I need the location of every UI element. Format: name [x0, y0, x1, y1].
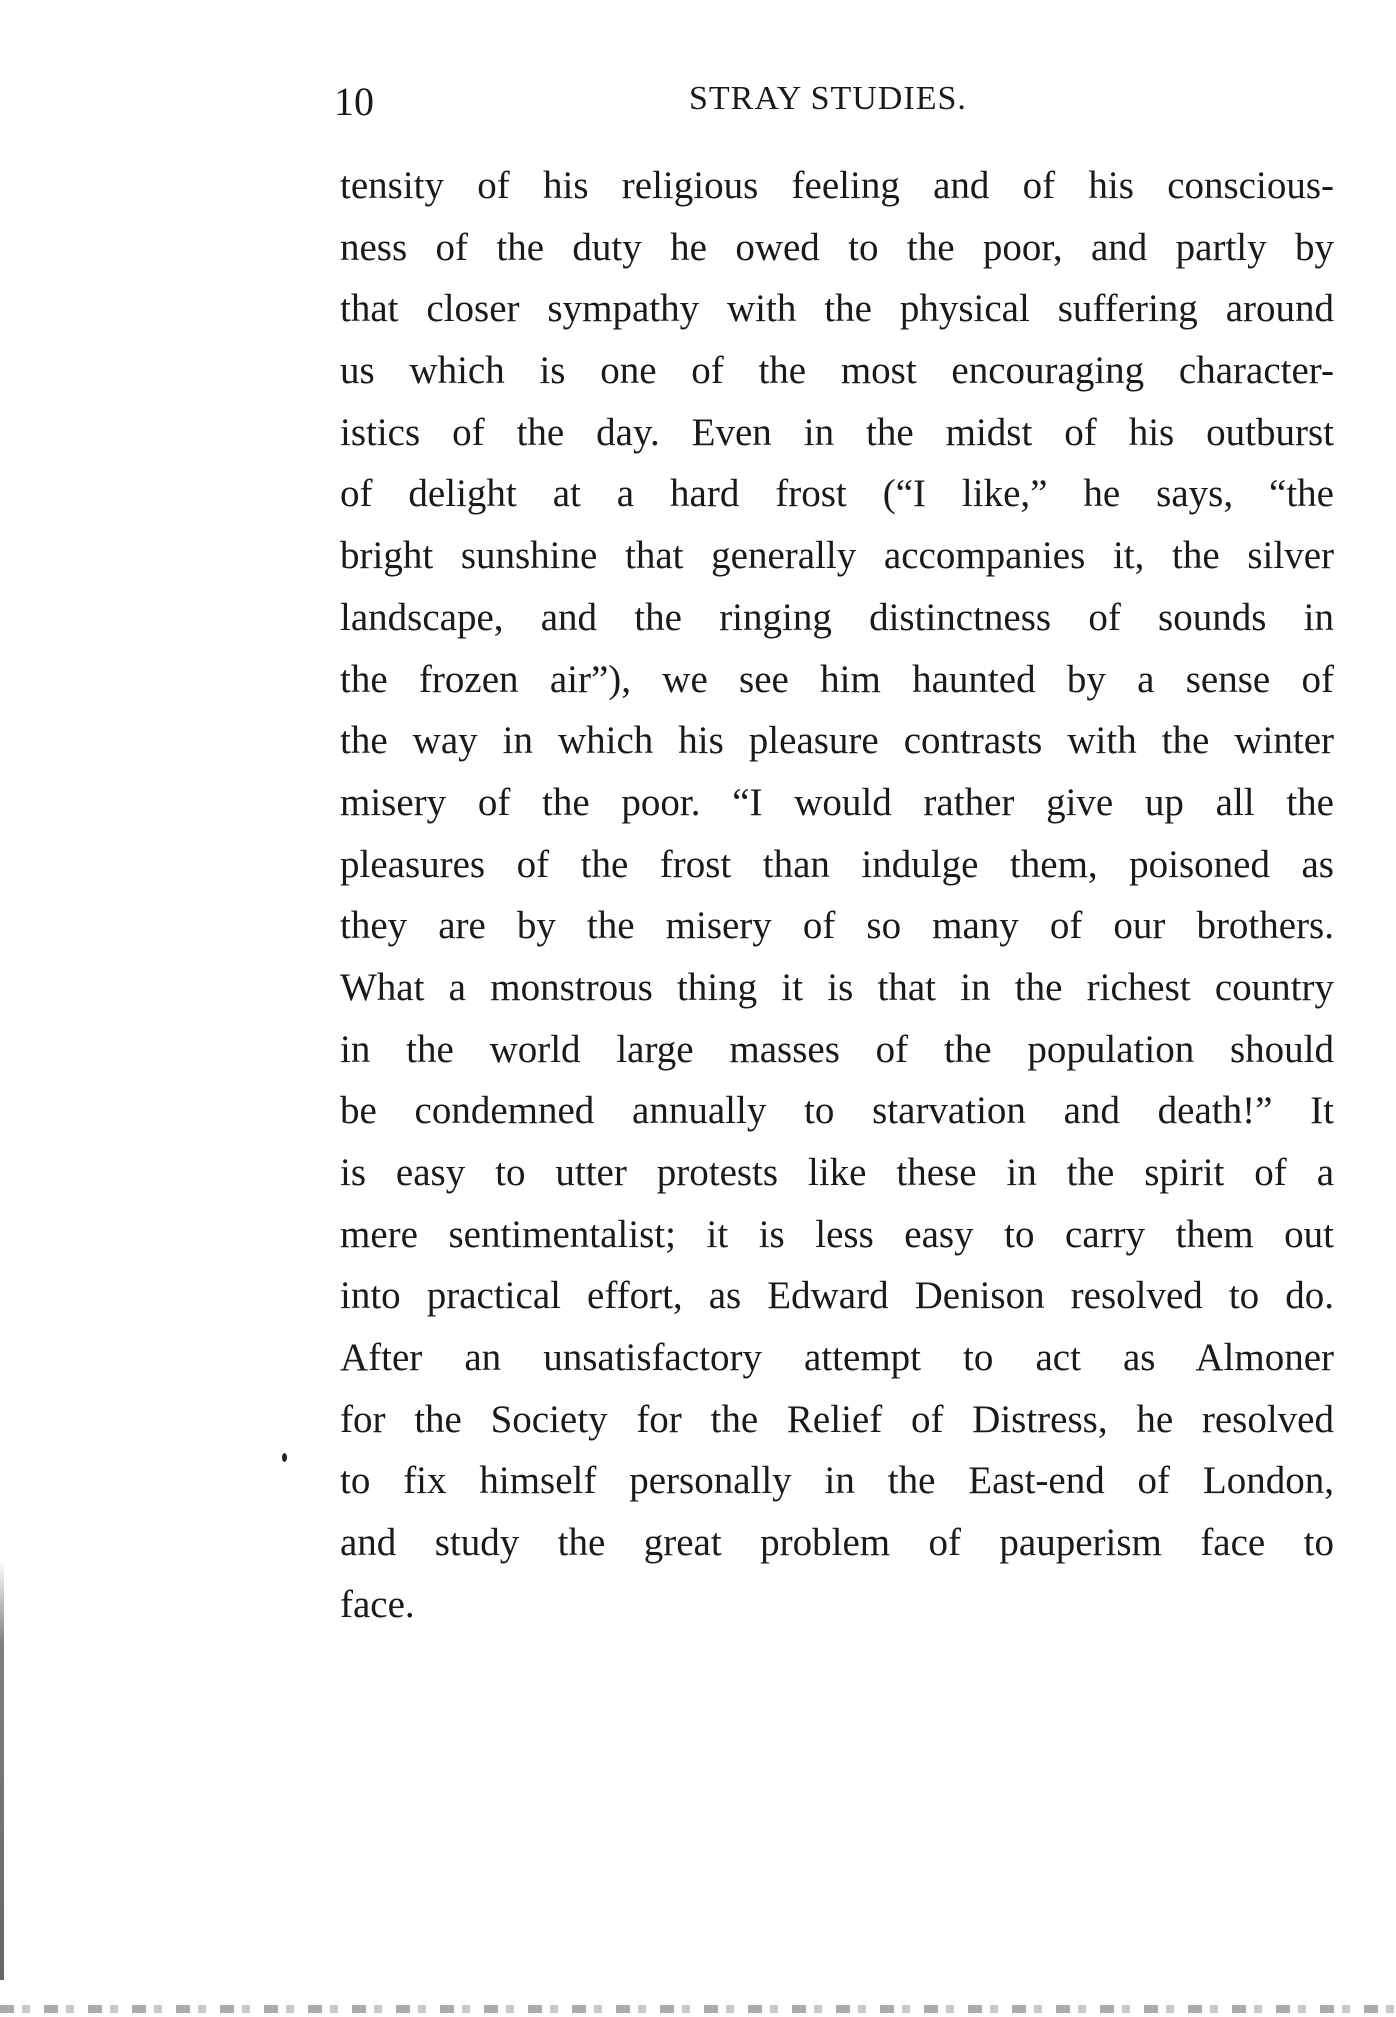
- text-line: to fix himself personally in the East-end of London,: [340, 1459, 1334, 1503]
- text-line: and study the great problem of pauperism face to: [340, 1521, 1334, 1565]
- page-edge-shadow: [0, 1560, 4, 1980]
- text-line: misery of the poor. “I would rather give up all the: [340, 780, 1334, 824]
- text-line: be condemned annually to starvation and death!” It: [340, 1089, 1334, 1133]
- text-line: the frozen air”), we see him haunted by a sense of: [340, 657, 1334, 701]
- text-line: the way in which his pleasure contrasts with the winter: [340, 719, 1334, 763]
- text-line: into practical effort, as Edward Denison resolved to do.: [340, 1274, 1334, 1318]
- text-line: that closer sympathy with the physical suffering around: [340, 287, 1334, 331]
- text-line: bright sunshine that generally accompanies it, the silver: [340, 534, 1334, 578]
- text-line: mere sentimentalist; it is less easy to carry them out: [340, 1212, 1334, 1256]
- text-line: of delight at a hard frost (“I like,” he says, “the: [340, 472, 1334, 516]
- text-line: is easy to utter protests like these in the spirit of a: [340, 1151, 1334, 1194]
- text-line: pleasures of the frost than indulge them, poisoned as: [340, 842, 1334, 886]
- text-line-last: face.: [340, 1582, 415, 1626]
- text-line: istics of the day. Even in the midst of his outburst: [340, 410, 1334, 454]
- body-paragraph: [340, 155, 1334, 1636]
- text-line: landscape, and the ringing distinctness of sounds in: [340, 595, 1334, 639]
- text-line: What a monstrous thing it is that in the richest country: [340, 965, 1334, 1009]
- text-line: they are by the misery of so many of our brothers.: [340, 904, 1334, 948]
- running-title: STRAY STUDIES.: [689, 80, 967, 117]
- text-line: ness of the duty he owed to the poor, and partly by: [340, 225, 1334, 269]
- page-bottom-edge: [0, 2005, 1396, 2013]
- text-line: tensity of his religious feeling and of his conscious-: [340, 164, 1334, 207]
- ink-speck: [282, 1453, 287, 1462]
- page-number: 10: [334, 79, 374, 124]
- text-line: us which is one of the most encouraging character-: [340, 349, 1334, 393]
- text-line: in the world large masses of the population should: [340, 1027, 1334, 1071]
- text-line: for the Society for the Relief of Distress, he resolved: [340, 1397, 1334, 1441]
- text-line: After an unsatisfactory attempt to act as Almoner: [340, 1336, 1334, 1380]
- running-head: [334, 78, 1334, 128]
